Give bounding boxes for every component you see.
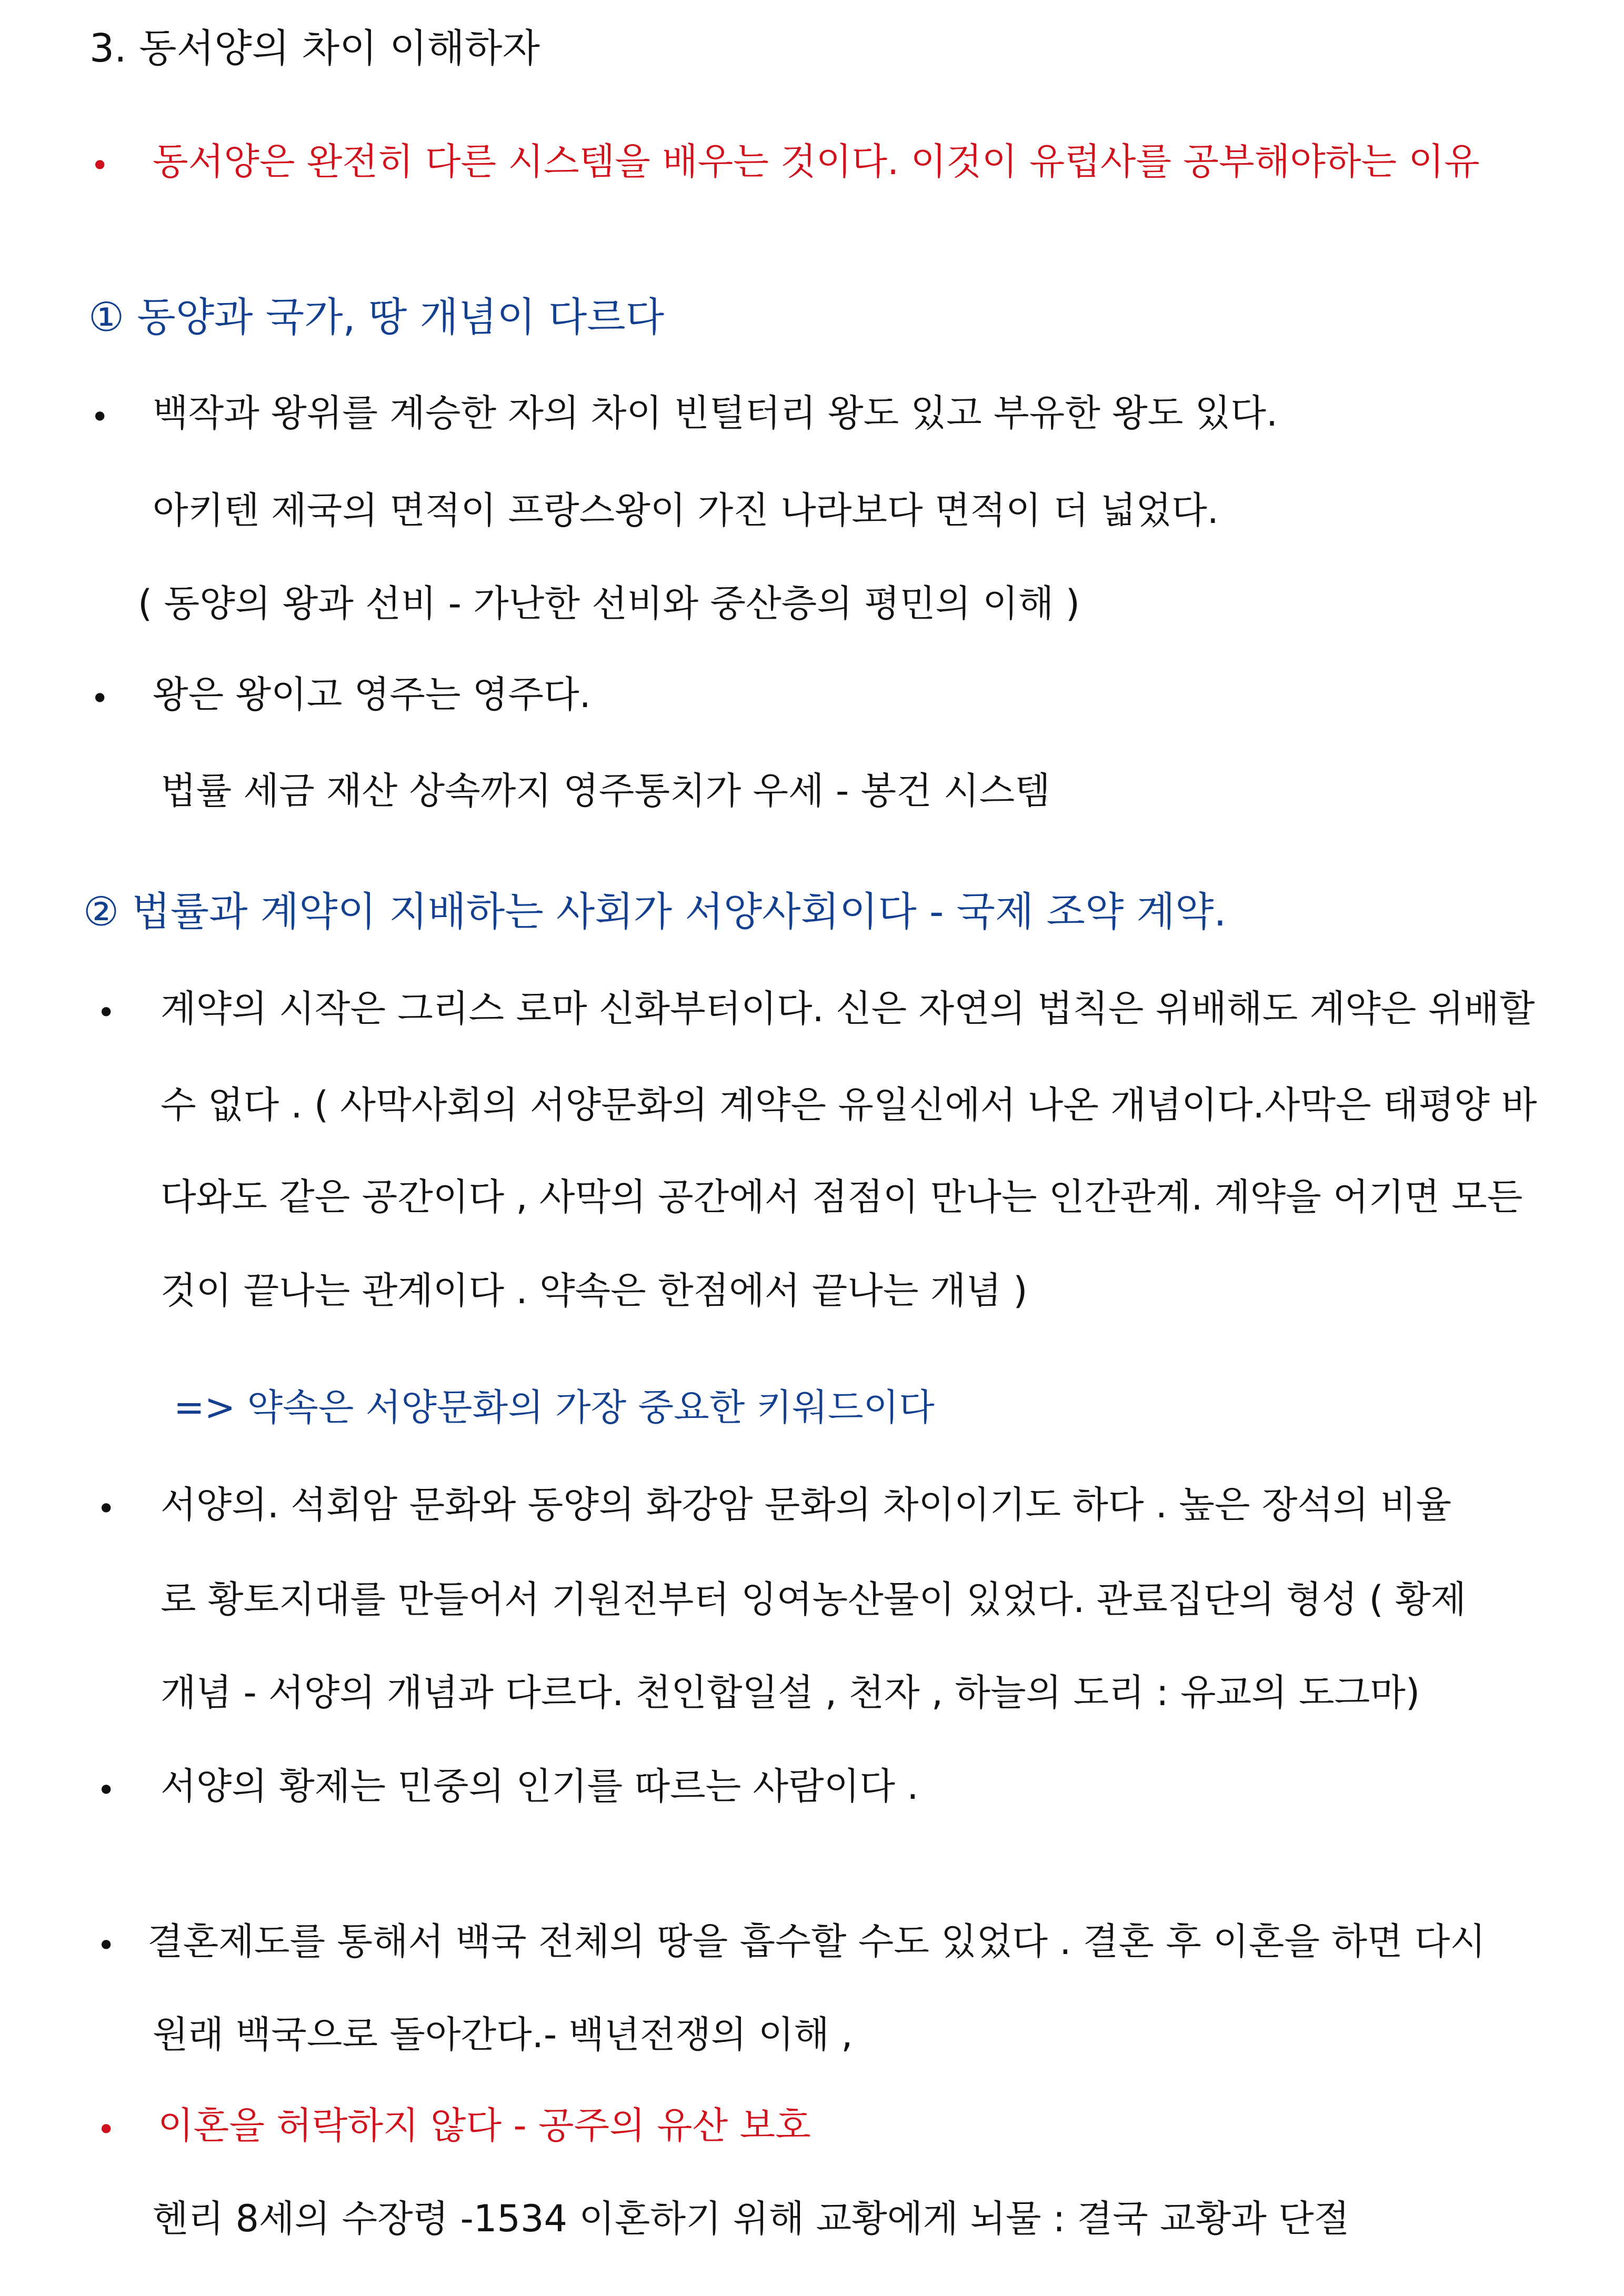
intro-bullet-text: 동서양은 완전히 다른 시스템을 배우는 것이다. 이것이 유럽사를 공부해야하는 이유 <box>153 140 1480 183</box>
section-2-line-12: 이혼을 허락하지 않다 - 공주의 유산 보호 <box>158 2104 811 2147</box>
bullet-marker: • <box>97 994 116 1031</box>
section-2-heading: ② 법률과 계약이 지배하는 사회가 서양사회이다 - 국제 조약 계약. <box>83 888 1227 935</box>
page-title: 3. 동서양의 차이 이해하자 <box>89 26 540 71</box>
section-2-line-4: 것이 끝나는 관계이다 . 약속은 한점에서 끝나는 개념 ) <box>161 1269 1028 1312</box>
section-2-line-3: 다와도 같은 공간이다 , 사막의 공간에서 점점이 만나는 인간관계. 계약을 어기면 모든 <box>161 1175 1523 1219</box>
section-2-line-13: 헨리 8세의 수장령 -1534 이혼하기 위해 교황에게 뇌물 : 결국 교황과 단절 <box>153 2197 1350 2240</box>
bullet-marker: • <box>97 1491 116 1527</box>
section-2-line-9: 서양의 황제는 민중의 인기를 따르는 사람이다 . <box>161 1765 919 1808</box>
section-2-line-10: 결혼제도를 통해서 백국 전체의 땅을 흡수할 수도 있었다 . 결혼 후 이혼을 하면 다시 <box>147 1920 1486 1963</box>
bullet-marker: • <box>97 1772 116 1809</box>
section-1-line-1: 백작과 왕위를 계승한 자의 차이 빈털터리 왕도 있고 부유한 왕도 있다. <box>153 391 1278 435</box>
section-1-line-3: ( 동양의 왕과 선비 - 가난한 선비와 중산층의 평민의 이해 ) <box>138 582 1080 625</box>
section-1-line-5: 법률 세금 재산 상속까지 영주통치가 우세 - 봉건 시스템 <box>161 769 1050 812</box>
bullet-marker: • <box>97 2111 116 2148</box>
bullet-marker: • <box>91 399 109 436</box>
section-2-line-7: 로 황토지대를 만들어서 기원전부터 잉여농산물이 있었다. 관료집단의 형성 ( 황제 <box>161 1578 1467 1621</box>
section-1-line-4: 왕은 왕이고 영주는 영주다. <box>153 673 591 716</box>
section-2-line-6: 서양의. 석회암 문화와 동양의 화강암 문화의 차이이기도 하다 . 높은 장석의 비율 <box>161 1483 1452 1526</box>
section-2-line-2: 수 없다 . ( 사막사회의 서양문화의 계약은 유일신에서 나온 개념이다.사막은 태평양 바 <box>161 1083 1537 1126</box>
section-2-line-8: 개념 - 서양의 개념과 다르다. 천인합일설 , 천자 , 하늘의 도리 : 유교의 도그마) <box>161 1671 1420 1714</box>
section-1-heading: ① 동양과 국가, 땅 개념이 다르다 <box>88 294 665 340</box>
section-2-line-11: 원래 백국으로 돌아간다.- 백년전쟁의 이해 , <box>153 2013 853 2056</box>
bullet-marker: • <box>91 680 109 717</box>
keyword-callout: => 약속은 서양문화의 가장 중요한 키워드이다 <box>174 1386 935 1429</box>
section-1-line-2: 아키텐 제국의 면적이 프랑스왕이 가진 나라보다 면적이 더 넓었다. <box>153 489 1219 532</box>
section-2-line-1: 계약의 시작은 그리스 로마 신화부터이다. 신은 자연의 법칙은 위배해도 계약은 위배할 <box>161 987 1535 1030</box>
bullet-marker: • <box>97 1927 116 1964</box>
bullet-marker: • <box>91 147 109 184</box>
